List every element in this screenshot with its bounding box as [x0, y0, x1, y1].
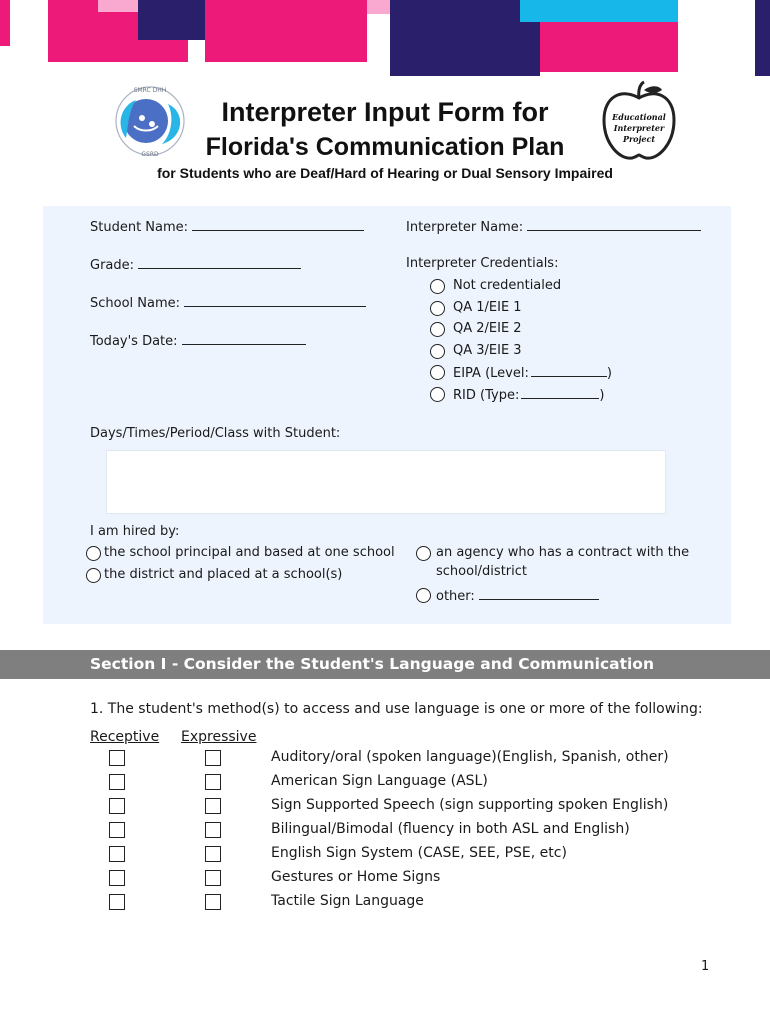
method-label-gestures: Gestures or Home Signs [271, 869, 441, 885]
grade-field[interactable]: Grade: [90, 256, 301, 273]
credential-radio-qa3[interactable] [430, 344, 445, 359]
credential-label-not-credentialed: Not credentialed [453, 278, 562, 293]
receptive-column-header: Receptive [90, 729, 160, 745]
method-label-sss: Sign Supported Speech (sign supporting spoken English) [271, 797, 669, 813]
credential-label-qa1: QA 1/EIE 1 [453, 300, 522, 315]
right-logo-line3: Project [622, 134, 656, 144]
receptive-checkbox-bilingual[interactable] [109, 822, 125, 838]
expressive-checkbox-tactile[interactable] [205, 894, 221, 910]
credential-radio-eipa[interactable] [430, 365, 445, 380]
left-logo-top-text: SMRC DHH [133, 87, 167, 94]
expressive-checkbox-sss[interactable] [205, 798, 221, 814]
receptive-checkbox-english-sign[interactable] [109, 846, 125, 862]
left-logo-bottom-text: GSRD [141, 151, 159, 158]
page-subtitle: for Students who are Deaf/Hard of Hearing or Dual Sensory Impaired [157, 165, 613, 181]
credential-eipa-level-field[interactable]: EIPA (Level: ) [453, 366, 612, 381]
right-logo-line1: Educational [612, 112, 666, 122]
credential-radio-rid[interactable] [430, 387, 445, 402]
credential-label-qa2: QA 2/EIE 2 [453, 321, 522, 336]
todays-date-field[interactable]: Today's Date: [90, 332, 306, 349]
hired-radio-agency[interactable] [416, 546, 431, 561]
credentials-label: Interpreter Credentials: [406, 256, 559, 271]
expressive-column-header: Expressive [181, 729, 257, 745]
page-title-line1: Interpreter Input Form for [221, 97, 549, 127]
receptive-checkbox-gestures[interactable] [109, 870, 125, 886]
method-label-english-sign: English Sign System (CASE, SEE, PSE, etc) [271, 845, 567, 861]
hired-label-agency-line1: an agency who has a contract with the [436, 545, 690, 560]
method-label-bilingual: Bilingual/Bimodal (fluency in both ASL and English) [271, 821, 630, 837]
section-header [0, 650, 770, 679]
days-times-textarea[interactable] [106, 450, 666, 514]
hired-radio-other[interactable] [416, 588, 431, 603]
method-label-asl: American Sign Language (ASL) [271, 773, 488, 789]
student-name-field[interactable]: Student Name: [90, 218, 364, 235]
hired-label-principal: the school principal and based at one school [104, 545, 395, 560]
method-label-tactile: Tactile Sign Language [271, 893, 424, 909]
hired-by-label: I am hired by: [90, 524, 180, 539]
expressive-checkbox-auditory[interactable] [205, 750, 221, 766]
page-title-line2: Florida's Communication Plan [205, 133, 565, 161]
expressive-checkbox-asl[interactable] [205, 774, 221, 790]
credential-radio-qa1[interactable] [430, 301, 445, 316]
hired-label-district: the district and placed at a school(s) [104, 567, 343, 582]
credential-radio-not-credentialed[interactable] [430, 279, 445, 294]
hired-radio-district[interactable] [86, 568, 101, 583]
question-1: 1. The student's method(s) to access and use language is one or more of the following: [90, 701, 703, 717]
hired-label-agency-line2: school/district [436, 564, 527, 579]
page-number: 1 [701, 959, 710, 974]
hired-other-field[interactable]: other: [436, 587, 599, 604]
hired-radio-principal[interactable] [86, 546, 101, 561]
credential-label-qa3: QA 3/EIE 3 [453, 343, 522, 358]
credential-radio-qa2[interactable] [430, 322, 445, 337]
receptive-checkbox-tactile[interactable] [109, 894, 125, 910]
receptive-checkbox-asl[interactable] [109, 774, 125, 790]
credential-rid-type-field[interactable]: RID (Type: ) [453, 388, 605, 403]
days-times-label: Days/Times/Period/Class with Student: [90, 426, 341, 441]
right-logo-line2: Interpreter [613, 123, 665, 133]
expressive-checkbox-english-sign[interactable] [205, 846, 221, 862]
method-label-auditory: Auditory/oral (spoken language)(English, Spanish, other) [271, 749, 669, 765]
expressive-checkbox-gestures[interactable] [205, 870, 221, 886]
expressive-checkbox-bilingual[interactable] [205, 822, 221, 838]
receptive-checkbox-sss[interactable] [109, 798, 125, 814]
section-title: Section I - Consider the Student's Language and Communication [90, 655, 654, 673]
school-name-field[interactable]: School Name: [90, 294, 366, 311]
interpreter-name-field[interactable]: Interpreter Name: [406, 218, 701, 235]
receptive-checkbox-auditory[interactable] [109, 750, 125, 766]
